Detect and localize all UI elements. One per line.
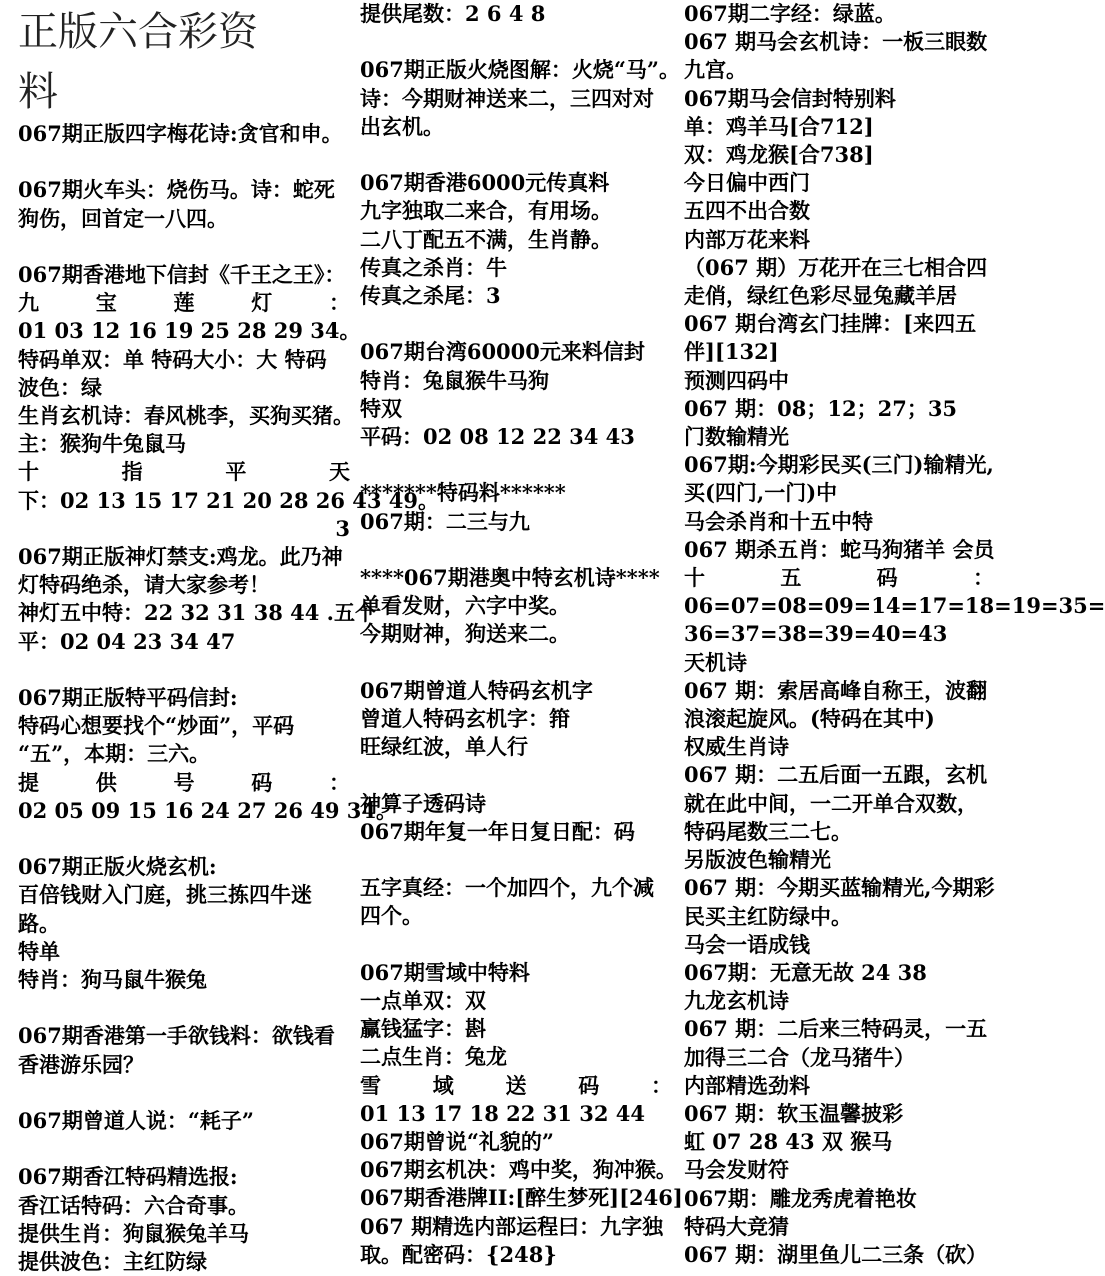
text-line bbox=[360, 1072, 672, 1100]
text-line: 今日偏中西门 bbox=[684, 170, 810, 196]
text-line: 067 期精选内部运程曰：九字独 bbox=[360, 1213, 664, 1239]
text-line: 06=07=08=09=14=17=18=19=35= bbox=[684, 593, 1105, 619]
text-line: 067期正版特平码信封: bbox=[18, 685, 238, 711]
text-line bbox=[684, 564, 994, 592]
text-line: 二点生肖：兔龙 bbox=[360, 1044, 507, 1070]
spread-char: ： bbox=[329, 769, 350, 795]
text-line: 百倍钱财入门庭，挑三拣四牛迷 bbox=[18, 882, 312, 908]
text-line: 067期：无意无故 24 38 bbox=[684, 959, 927, 985]
spacer bbox=[360, 761, 672, 789]
text-line: 067期正版四字梅花诗:贪官和申。 bbox=[18, 121, 343, 146]
text-line: 狗伤，回首定一八四。 bbox=[18, 205, 228, 231]
spread-char: 码 bbox=[578, 1072, 600, 1098]
spread-char: ： bbox=[651, 1072, 672, 1098]
text-line: 走俏，绿红色彩尽显兔藏羊居 bbox=[684, 283, 957, 309]
text-line bbox=[18, 458, 350, 486]
spread-char: 九 bbox=[18, 290, 39, 316]
spread-char: 十 bbox=[18, 459, 39, 485]
text-line: 特单 bbox=[18, 938, 60, 964]
text-line: 民买主红防绿中。 bbox=[684, 903, 852, 929]
text-line: 今期财神，狗送来二。 bbox=[360, 621, 570, 647]
text-line: 067期二字经：绿蓝。 bbox=[684, 1, 896, 26]
text-line: 067期曾说“礼貌的” bbox=[360, 1128, 554, 1154]
text-line: 香港游乐园？ bbox=[18, 1051, 144, 1077]
text-line: 067期:今期彩民买(三门)输精光, bbox=[684, 452, 994, 478]
text-line: 神算子透码诗 bbox=[360, 790, 486, 816]
spacer bbox=[360, 536, 672, 564]
spread-char: 码 bbox=[876, 565, 898, 591]
text-line: 神灯五中特：22 32 31 38 44 .五个 bbox=[18, 600, 376, 626]
text-line: 马会发财符 bbox=[684, 1157, 789, 1183]
text-line: 067 期：二五后面一五跟，玄机 bbox=[684, 762, 988, 788]
spread-char: 指 bbox=[121, 459, 143, 485]
spread-char: 域 bbox=[432, 1072, 454, 1098]
text-line: 双：鸡龙猴[合738] bbox=[684, 142, 874, 168]
text-line: 波色：绿 bbox=[18, 374, 102, 400]
text-line: 单：鸡羊马[合712] bbox=[684, 113, 874, 139]
text-line: 二八丁配五不满，生肖静。 bbox=[360, 226, 612, 252]
text-line: 提供尾数：2 6 4 8 bbox=[360, 1, 546, 26]
text-line: 传真之杀肖：牛 bbox=[360, 254, 507, 280]
text-line: 权威生肖诗 bbox=[684, 734, 789, 760]
text-line: 067期香港地下信封《千王之王》： bbox=[18, 261, 346, 287]
text-line: 九宫。 bbox=[684, 57, 747, 83]
spacer bbox=[18, 825, 350, 853]
text-line: 买(四门,一门)中 bbox=[684, 480, 838, 506]
text-line: 特码单双：单 特码大小：大 特码 bbox=[18, 346, 327, 372]
text-line: 就在此中间，一二开单合双数， bbox=[684, 790, 978, 816]
text-line: 预测四码中 bbox=[684, 367, 789, 393]
spacer bbox=[360, 931, 672, 959]
text-line: 虹 07 28 43 双 猴马 bbox=[684, 1129, 893, 1155]
text-line: 特码心想要找个“炒面”，平码 bbox=[18, 713, 295, 739]
text-line: 灯特码绝杀，请大家参考！ bbox=[18, 572, 270, 598]
text-line: 内部精选劲料 bbox=[684, 1072, 810, 1098]
text-line: 067 期：软玉温馨披彩 bbox=[684, 1100, 904, 1126]
text-line: 出玄机。 bbox=[360, 113, 444, 139]
text-line: 067 期：08；12；27；35 bbox=[684, 395, 958, 421]
text-line: 天机诗 bbox=[684, 649, 747, 675]
text-line: 加得三二合（龙马猪牛） bbox=[684, 1044, 915, 1070]
text-line: 067期香港牌II:[醉生梦死][246] bbox=[360, 1185, 683, 1211]
text-line: 067期正版火烧图解：火烧“马”。 bbox=[360, 57, 680, 83]
spacer bbox=[360, 28, 672, 56]
text-line: 067 期：湖里鱼儿二三条（砍） bbox=[684, 1241, 988, 1267]
spread-char: 平 bbox=[225, 459, 247, 485]
spacer bbox=[360, 451, 672, 479]
spacer bbox=[360, 846, 672, 874]
spacer bbox=[360, 141, 672, 169]
spread-char: 提 bbox=[18, 769, 39, 795]
text-line: 067期火车头：烧伤马。诗：蛇死 bbox=[18, 177, 335, 203]
text-line: 067期玄机决：鸡中奖，狗冲猴。 bbox=[360, 1157, 677, 1183]
text-line: 门数输精光 bbox=[684, 424, 789, 450]
text-line: 内部万花来料 bbox=[684, 226, 810, 252]
spread-char: 莲 bbox=[173, 290, 195, 316]
text-line: 五字真经：一个加四个，九个减 bbox=[360, 875, 654, 901]
page-title: 正版六合彩资 bbox=[18, 9, 258, 55]
text-line: 取。配密码：{248} bbox=[360, 1241, 557, 1267]
text-line: 特双 bbox=[360, 395, 402, 421]
text-line: 一点单双：双 bbox=[360, 987, 486, 1013]
text-line: 特码尾数三二七。 bbox=[684, 818, 852, 844]
text-line bbox=[18, 289, 350, 317]
text-line: 浪滚起旋风。(特码在其中) bbox=[684, 706, 935, 732]
spread-char: ： bbox=[329, 290, 350, 316]
text-line: 单看发财，六字中奖。 bbox=[360, 593, 570, 619]
text-line: 主：猴狗牛兔鼠马 bbox=[18, 431, 186, 457]
text-line: 五四不出合数 bbox=[684, 198, 810, 224]
text-line: 01 13 17 18 22 31 32 44 bbox=[360, 1100, 645, 1126]
text-line: 下：02 13 15 17 21 20 28 26 43 49。 bbox=[18, 487, 440, 513]
text-line: 平：02 04 23 34 47 bbox=[18, 628, 236, 654]
text-line: 067期台湾60000元来料信封 bbox=[360, 339, 645, 365]
text-line: 提供生肖：狗鼠猴兔羊马 bbox=[18, 1220, 249, 1246]
text-line: 生肖玄机诗：春风桃李，买狗买猪。 bbox=[18, 403, 354, 428]
text-line: 平码：02 08 12 22 34 43 bbox=[360, 424, 635, 449]
text-line: 067期曾道人说：“耗子” bbox=[18, 1108, 254, 1134]
text-line: 提供波色：主红防绿 bbox=[18, 1249, 207, 1275]
spacer bbox=[18, 656, 350, 684]
text-line: 067期正版火烧玄机: bbox=[18, 854, 217, 880]
text-line: 曾道人特码玄机字：箝 bbox=[360, 705, 570, 731]
spacer bbox=[18, 233, 350, 261]
column-middle-lines bbox=[360, 0, 683, 1269]
spread-char: 灯 bbox=[251, 290, 273, 316]
column-right-lines bbox=[684, 0, 1105, 1269]
text-line: “五”，本期：三六。 bbox=[18, 741, 211, 767]
text-line: *******特码料****** bbox=[360, 480, 566, 506]
text-line: 067期：二三与九 bbox=[360, 508, 530, 534]
text-line: 36=37=38=39=40=43 bbox=[684, 621, 948, 647]
spacer bbox=[18, 1079, 350, 1107]
spread-char: 供 bbox=[95, 769, 117, 795]
text-line: 067 期马会玄机诗：一板三眼数 bbox=[684, 29, 988, 55]
page-title-continued: 料 bbox=[18, 69, 58, 115]
text-line: 特肖：狗马鼠牛猴兔 bbox=[18, 967, 207, 993]
text-line: 01 03 12 16 19 25 28 29 34。 bbox=[18, 318, 361, 344]
spread-char: 宝 bbox=[95, 290, 117, 316]
text-line: 067 期：今期买蓝输精光,今期彩 bbox=[684, 875, 995, 901]
text-line: 067 期：二后来三特码灵，一五 bbox=[684, 1016, 988, 1042]
text-line: 诗：今期财神送来二，三四对对 bbox=[360, 85, 654, 111]
text-line: 旺绿红波，单人行 bbox=[360, 734, 528, 760]
spread-char: 雪 bbox=[360, 1072, 381, 1098]
spacer bbox=[18, 994, 350, 1022]
text-line: 067期香港6000元传真料 bbox=[360, 170, 610, 196]
text-line: 3 bbox=[335, 515, 350, 541]
spread-char: 送 bbox=[505, 1072, 527, 1098]
text-line: 067 期杀五肖：蛇马狗猪羊 会员 bbox=[684, 536, 995, 562]
text-line: 067 期台湾玄门挂牌：[来四五 bbox=[684, 311, 977, 337]
text-line: 特肖：兔鼠猴牛马狗 bbox=[360, 367, 549, 393]
text-line: 067期马会信封特别料 bbox=[684, 85, 896, 111]
text-line: 四个。 bbox=[360, 903, 423, 929]
text-line: 香江话特码：六合奇事。 bbox=[18, 1192, 249, 1218]
text-line bbox=[18, 769, 350, 797]
spread-char: 码 bbox=[251, 769, 273, 795]
spacer bbox=[360, 649, 672, 677]
spacer bbox=[18, 1135, 350, 1163]
text-line: （067 期）万花开在三七相合四 bbox=[684, 254, 988, 280]
text-line: 九字独取二来合，有用场。 bbox=[360, 198, 612, 224]
spread-char: 十 bbox=[684, 565, 705, 591]
column-right bbox=[684, 0, 1105, 1269]
spread-char: 五 bbox=[780, 565, 802, 591]
spacer bbox=[360, 310, 672, 338]
text-line: ****067期港奥中特玄机诗**** bbox=[360, 564, 660, 590]
text-line: 马会杀肖和十五中特 bbox=[684, 508, 873, 534]
text-line: 067期：雕龙秀虎着艳妆 bbox=[684, 1185, 917, 1211]
text-line: 九龙玄机诗 bbox=[684, 988, 789, 1014]
spread-char: 号 bbox=[173, 769, 195, 795]
text-line: 067期香港第一手欲钱料：欲钱看 bbox=[18, 1023, 335, 1049]
text-line: 路。 bbox=[18, 910, 60, 936]
text-line: 067期正版神灯禁支:鸡龙。此乃神 bbox=[18, 544, 343, 570]
text-line: 赢钱猛字：斟 bbox=[360, 1016, 486, 1042]
spread-char: ： bbox=[972, 565, 994, 591]
column-middle bbox=[360, 0, 683, 1269]
text-line: 伴][132] bbox=[684, 339, 779, 365]
spacer bbox=[18, 148, 350, 176]
text-line: 特码大竞猜 bbox=[684, 1213, 789, 1239]
spread-char: 天 bbox=[328, 459, 350, 485]
text-line: 传真之杀尾：3 bbox=[360, 283, 501, 308]
text-line: 067期香江特码精选报: bbox=[18, 1164, 238, 1190]
text-line: 067期雪域中特料 bbox=[360, 959, 530, 985]
text-line: 067期曾道人特码玄机字 bbox=[360, 677, 593, 703]
text-line: 067 期：索居高峰自称王，波翻 bbox=[684, 677, 988, 703]
text-line: 另版波色输精光 bbox=[684, 847, 831, 873]
text-line: 马会一语成钱 bbox=[684, 931, 810, 957]
text-line: 067期年复一年日复日配：码 bbox=[360, 818, 635, 844]
text-line: 02 05 09 15 16 24 27 26 49 34。 bbox=[18, 797, 398, 823]
